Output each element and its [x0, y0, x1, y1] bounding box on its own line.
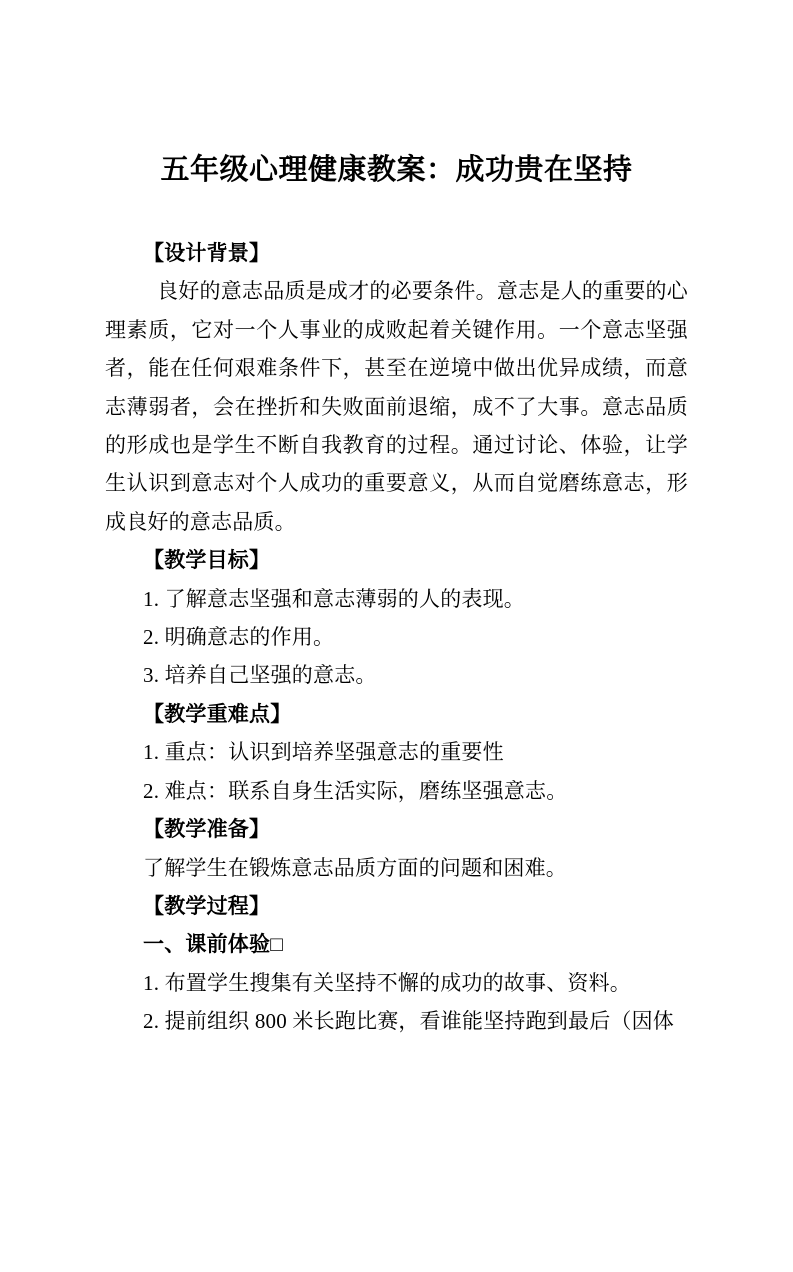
document-body [105, 234, 688, 1041]
section-heading: 【教学准备】 [143, 817, 271, 842]
document-title: 五年级心理健康教案：成功贵在坚持 [160, 154, 633, 186]
list-item: 3. 培养自己坚强的意志。 [143, 663, 377, 688]
document-page [0, 150, 793, 1272]
list-item: 了解学生在锻炼意志品质方面的问题和困难。 [143, 855, 567, 880]
section-heading: 【教学重难点】 [143, 701, 292, 726]
list-item: 1. 了解意志坚强和意志薄弱的人的表现。 [143, 586, 525, 611]
list-item: 2. 明确意志的作用。 [143, 625, 335, 650]
list-item: 1. 重点：认识到培养坚强意志的重要性 [143, 740, 504, 765]
section-heading: 【设计背景】 [143, 241, 271, 265]
list-item: 1. 布置学生搜集有关坚持不懈的成功的故事、资料。 [143, 970, 631, 995]
section-heading: 【教学过程】 [143, 893, 271, 918]
section-heading: 【教学目标】 [143, 548, 271, 573]
list-item: 2. 提前组织 800 米长跑比赛，看谁能坚持跑到最后（因体 [143, 1009, 674, 1034]
list-item: 2. 难点：联系自身生活实际，磨练坚强意志。 [143, 778, 568, 803]
body-paragraph: 良好的意志品质是成才的必要条件。意志是人的重要的心理素质，它对一个人事业的成败起着关键作用。一个意志坚强者，能在任何艰难条件下，甚至在逆境中做出优异成绩，而意志薄弱者，会在挫折和失败面前退缩，成不了大事。意志品质的形成也是学生不断自我教育的过程。通过讨论、体验，让学生认识到意志对个人成功的重要意义，从而自觉磨练意志，形成良好的意志品质。 [105, 279, 688, 534]
subsection-heading: 一、课前体验□ [143, 932, 284, 957]
